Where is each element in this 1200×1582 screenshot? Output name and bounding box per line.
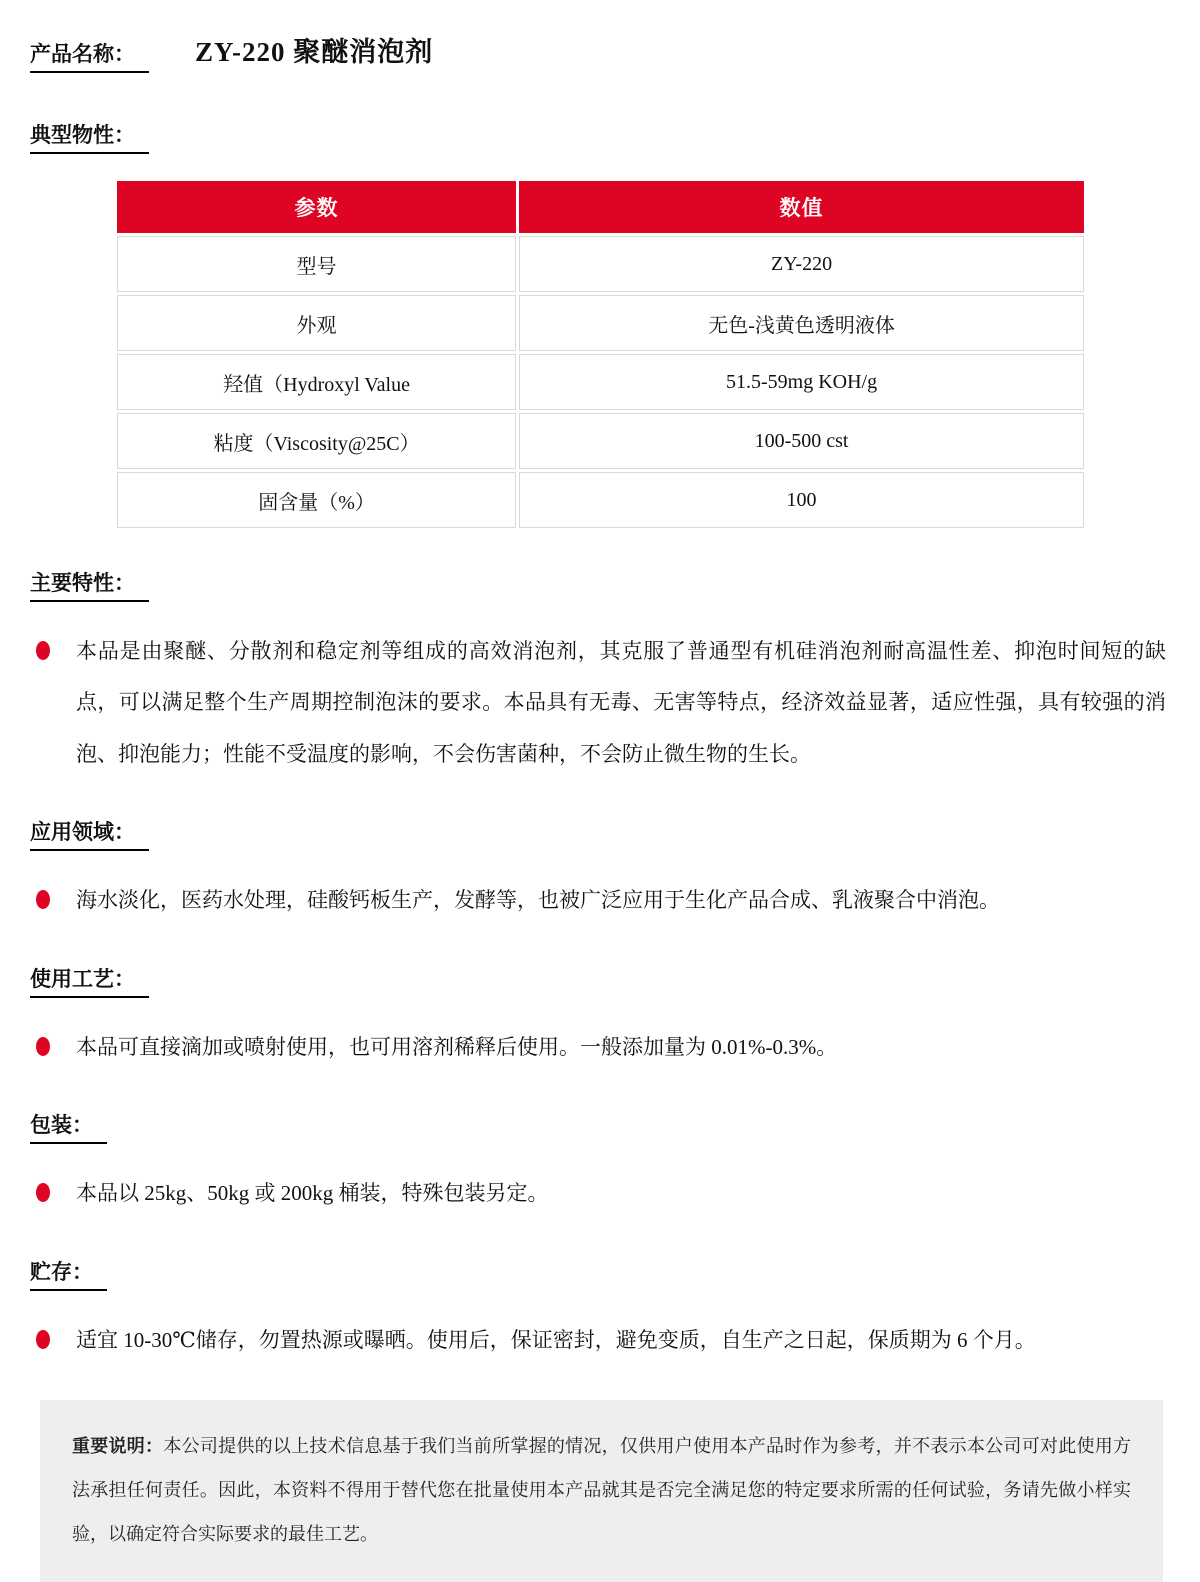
section-heading-label: 应用领域： [30,816,149,851]
list-item [30,1022,1170,1073]
table-row [117,295,1084,351]
bullet-text: 适宜 10-30℃储存，勿置热源或曝晒。使用后，保证密封，避免变质，自生产之日起，保质期为 6 个月。 [76,1327,1036,1352]
table-cell-value: 无色-浅黄色透明液体 [519,295,1084,351]
bullet-icon [36,890,50,909]
section-heading-label: 主要特性： [30,567,149,602]
bullet-text: 本品以 25kg、50kg 或 200kg 桶装，特殊包装另定。 [76,1181,549,1206]
table-header-row [117,181,1084,233]
table-header-parameter: 参数 [117,181,516,233]
section-heading-main-features [30,567,1170,602]
section-heading-label: 贮存： [30,1256,107,1291]
table-cell-parameter: 外观 [117,295,516,351]
table-cell-value: 51.5-59mg KOH/g [519,354,1084,410]
bullet-icon [36,1037,50,1056]
section-heading-typical-properties [30,119,1170,154]
table-cell-parameter: 型号 [117,236,516,292]
page-title: ZY-220 聚醚消泡剂 [195,37,434,67]
bullet-text: 海水淡化，医药水处理，硅酸钙板生产，发酵等，也被广泛应用于生化产品合成、乳液聚合中消泡。 [76,888,1000,913]
section-heading-packaging [30,1109,1170,1144]
important-note [40,1400,1163,1582]
section-heading-label: 使用工艺： [30,963,149,998]
list-item [30,875,1170,926]
bullet-icon [36,1330,50,1349]
bullet-icon [36,641,50,660]
table-cell-parameter: 羟值（Hydroxyl Value [117,354,516,410]
note-label: 重要说明： [72,1436,164,1457]
table-row [117,413,1084,469]
list-item [30,1168,1170,1219]
section-heading-applications [30,816,1170,851]
table-cell-value: 100 [519,472,1084,528]
bullet-text: 本品是由聚醚、分散剂和稳定剂等组成的高效消泡剂，其克服了普通型有机硅消泡剂耐高温性差、抑泡时间短的缺点，可以满足整个生产周期控制泡沫的要求。本品具有无毒、无害等特点，经济效益显著，适应性强，具有较强的消泡、抑泡能力；性能不受温度的影响，不会伤害菌种，不会防止微生物的生长。 [76,639,1166,766]
table-cell-parameter: 固含量（%） [117,472,516,528]
document-header [30,30,1170,73]
section-heading-label: 典型物性： [30,119,149,154]
table-row [117,472,1084,528]
product-name-label: 产品名称： [30,38,149,73]
note-text [72,1424,1131,1556]
section-heading-usage-process [30,963,1170,998]
table-row [117,236,1084,292]
note-body: 本公司提供的以上技术信息基于我们当前所掌握的情况，仅供用户使用本产品时作为参考，并不表示本公司可对此使用方法承担任何责任。因此，本资料不得用于替代您在批量使用本产品就其是否完全满足您的特定要求所需的任何试验，务请先做小样实验，以确定符合实际要求的最佳工艺。 [72,1436,1132,1545]
list-item [30,1315,1170,1366]
table-header-value: 数值 [519,181,1084,233]
section-heading-storage [30,1256,1170,1291]
table-cell-parameter: 粘度（Viscosity@25C） [117,413,516,469]
bullet-icon [36,1183,50,1202]
bullet-text: 本品可直接滴加或喷射使用，也可用溶剂稀释后使用。一般添加量为 0.01%-0.3%。 [76,1034,838,1059]
list-item [30,626,1170,780]
table-cell-value: ZY-220 [519,236,1084,292]
section-heading-label: 包装： [30,1109,107,1144]
table-row [117,354,1084,410]
properties-table [114,178,1087,531]
table-cell-value: 100-500 cst [519,413,1084,469]
